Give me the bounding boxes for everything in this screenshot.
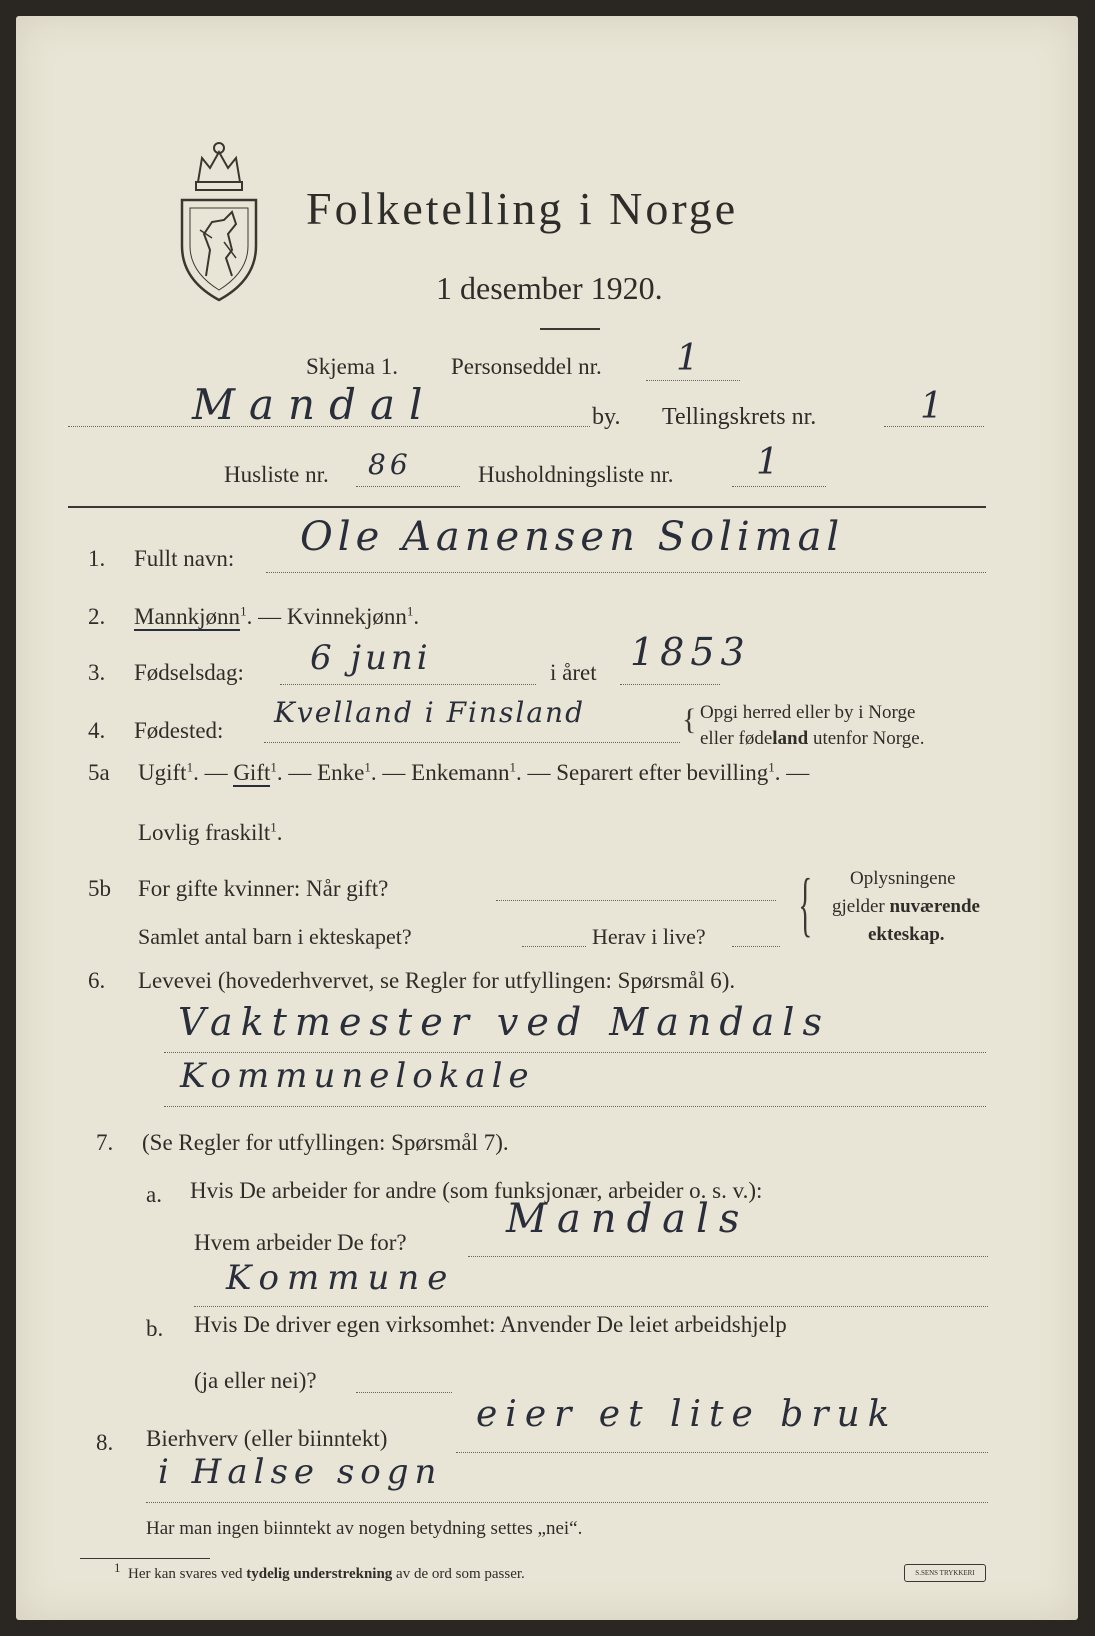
- q4-label: Fødested:: [134, 718, 224, 743]
- q8-note: Har man ingen biinntekt av nogen betydning settes „nei“.: [146, 1518, 583, 1539]
- husliste-label: Husliste nr.: [224, 462, 329, 487]
- title-divider: [540, 328, 600, 330]
- q7-label: (Se Regler for utfyllingen: Spørsmål 7).: [142, 1130, 509, 1155]
- q7b-label: Hvis De driver egen virksomhet: Anvender De leiet arbeidshjelp: [194, 1312, 787, 1337]
- q6-number: 6.: [88, 968, 106, 993]
- option-separert: Separert efter bevilling: [556, 760, 769, 785]
- q5b-label3: Herav i live?: [592, 924, 706, 949]
- skjema-label: Skjema 1.: [306, 354, 398, 379]
- q5a-options: Ugift$^1$. — Gift$^1$. — Enke$^1$. — Enkemann$^1$. — Separert efter bevilling$^1$. —: [138, 759, 810, 785]
- husholdning-value: 1: [756, 442, 781, 483]
- employer-value-line2: Kommune: [226, 1258, 456, 1298]
- q5b-number: 5b: [88, 876, 111, 901]
- q7b-question: (ja eller nei)?: [194, 1368, 317, 1393]
- option-mannkjonn: Mannkjønn: [134, 604, 241, 629]
- option-gift: Gift: [233, 760, 271, 785]
- footnote: 1 Her kan svares ved tydelig understrekning av de ord som passer.: [114, 1560, 525, 1582]
- form-title: Folketelling i Norge: [306, 183, 739, 234]
- option-enkemann: Enkemann: [411, 760, 510, 785]
- husholdning-label: Husholdningsliste nr.: [478, 462, 674, 487]
- tellingskrets-label: Tellingskrets nr.: [662, 404, 817, 430]
- q8-number: 8.: [96, 1430, 114, 1455]
- q5b-note3: ekteskap.: [868, 924, 945, 945]
- personseddel-value: 1: [676, 338, 701, 379]
- q3-number: 3.: [88, 660, 106, 685]
- q4-note-line1: Opgi herred eller by i Norge: [700, 702, 916, 723]
- q1-label: Fullt navn:: [134, 546, 235, 571]
- census-form-page: Folketelling i Norge 1 desember 1920. Skjema 1. Personseddel nr. 1 Mandal by. Tellingskrets nr. 1 Husliste nr. 86 Husholdningsliste nr. 1 1. Fullt navn: Ole Aanensen Solimal 2. Mannkjønn$^1$. — Kvinnekjønn$^1$. 3. Fødselsdag: 6 juni i året 1853 4. Fødested: Kvelland i Finsland { Opgi herred eller by i Norge eller fødeland utenfor Norge. 5a Ugift$^1$. — Gift$^1$. — Enke$^1$. — Enkemann$^1$. — Separert efter bevilling$^1$. — Lovlig fraskilt$^1$. 5b For gifte kvinner: Når gift? Samlet antal barn i ekteskapet? Herav i live? { Oplysningene gjelder nuværende ekteskap. 6. Levevei (hovederhvervet, se Regler for utfyllingen: Spørsmål 6). Vaktmester ved Mandals Kommunelokale 7. (Se Regler for utfyllingen: Spørsmål 7). a. Hvis De arbeider for andre (som funksjonær, arbeider o. s. v.): Hvem arbeider De for? Mandals Kommune b. Hvis De driver egen virksomhet: Anvender De leiet arbeidshjelp (ja eller nei)? 8. Bierhverv (eller biinntekt) eier et lite bruk i Halse sogn Har man ingen biinntekt av nogen betydning settes „nei“. 1 Her kan svares ved tydelig understrekning av de ord som passer. S.SENS TRYKKERI: [16, 16, 1078, 1620]
- q7a-letter: a.: [146, 1182, 162, 1207]
- q5b-note1: Oplysningene: [850, 868, 956, 889]
- birthplace-value: Kvelland i Finsland: [274, 696, 586, 729]
- occupation-value-line2: Kommunelokale: [180, 1056, 535, 1096]
- full-name-value: Ole Aanensen Solimal: [300, 514, 845, 560]
- tellingskrets-value: 1: [920, 386, 945, 427]
- q5b-label2: Samlet antal barn i ekteskapet?: [138, 924, 412, 949]
- option-ugift: Ugift: [138, 760, 187, 785]
- norwegian-coat-of-arms-icon: [176, 138, 262, 304]
- option-lovlig-fraskilt: Lovlig fraskilt: [138, 820, 271, 845]
- q3-label: Fødselsdag:: [134, 660, 244, 685]
- q7-number: 7.: [96, 1130, 114, 1155]
- q5b-label1: For gifte kvinner: Når gift?: [138, 876, 389, 901]
- form-date: 1 desember 1920.: [436, 270, 663, 306]
- q6-label: Levevei (hovederhvervet, se Regler for utfyllingen: Spørsmål 6).: [138, 968, 736, 993]
- husliste-value: 86: [368, 448, 412, 481]
- birth-year-value: 1853: [630, 630, 751, 674]
- q2-number: 2.: [88, 604, 106, 629]
- occupation-value-line1: Vaktmester ved Mandals: [178, 1000, 830, 1044]
- employer-value-line1: Mandals: [506, 1196, 750, 1242]
- q3-year-label: i året: [550, 660, 597, 685]
- personseddel-label: Personseddel nr.: [451, 354, 602, 379]
- side-income-value-line1: eier et lite bruk: [476, 1394, 898, 1435]
- q1-number: 1.: [88, 546, 106, 571]
- q7a-question: Hvem arbeider De for?: [194, 1230, 407, 1255]
- option-enke: Enke: [317, 760, 365, 785]
- by-label: by.: [592, 404, 621, 430]
- q5a-number: 5a: [88, 760, 110, 785]
- birthday-value: 6 juni: [310, 638, 432, 678]
- q4-number: 4.: [88, 718, 106, 743]
- by-value: Mandal: [192, 380, 437, 429]
- q7b-letter: b.: [146, 1316, 164, 1341]
- q8-label: Bierhverv (eller biinntekt): [146, 1426, 388, 1451]
- q5b-note2: gjelder nuværende: [832, 896, 980, 917]
- printer-stamp: S.SENS TRYKKERI: [904, 1564, 986, 1582]
- q5a-options-line2: Lovlig fraskilt$^1$.: [138, 819, 283, 845]
- q2-options: Mannkjønn$^1$. — Kvinnekjønn$^1$.: [134, 603, 420, 629]
- side-income-value-line2: i Halse sogn: [158, 1452, 443, 1492]
- header-divider: [68, 506, 986, 508]
- footnote-divider: [80, 1558, 210, 1559]
- q7a-label: Hvis De arbeider for andre (som funksjonær, arbeider o. s. v.):: [190, 1178, 763, 1203]
- option-kvinnekjonn: Kvinnekjønn: [286, 604, 407, 629]
- q4-note-line2: eller fødeland utenfor Norge.: [700, 728, 925, 749]
